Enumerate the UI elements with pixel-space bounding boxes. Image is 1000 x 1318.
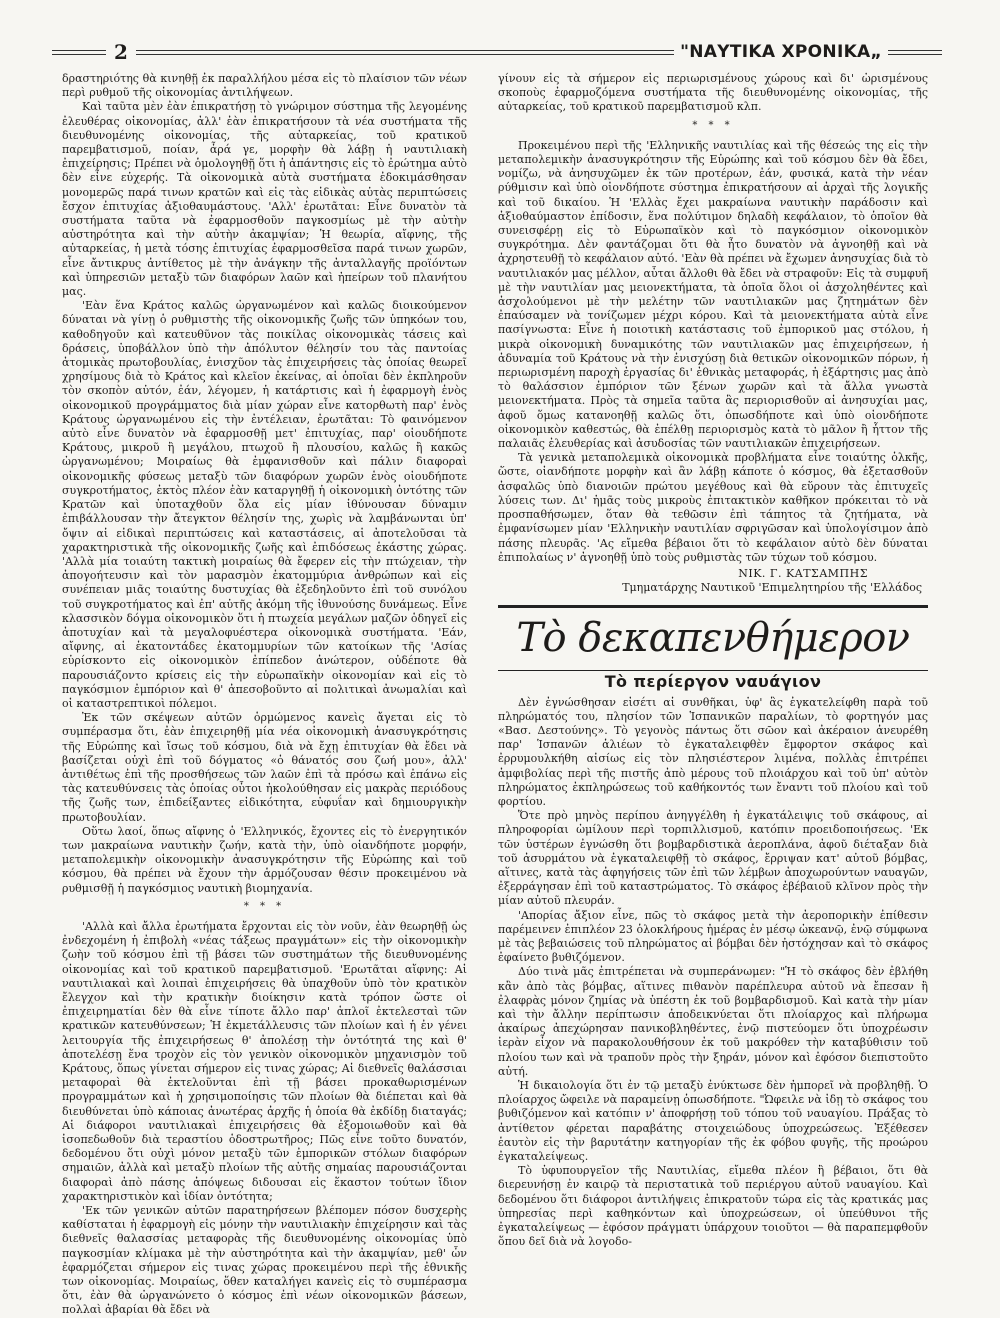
page-number: 2 — [114, 40, 128, 64]
paragraph: γίνουν εἰς τὰ σήμερον εἰς περιωρισμένους χώρους καὶ δι' ὡρισμένους σκοποὺς ἐφαρμοζόμενα συστήματα τῆς διευθυνομένης οἰκονομίας, τῆς αὐταρκείας, τοῦ κρατικοῦ παρεμβατισμοῦ κλπ. — [498, 72, 928, 114]
section-separator: * * * — [243, 900, 286, 912]
paragraph: 'Εὰν ἕνα Κράτος καλῶς ὠργανωμένον καὶ καλῶς διοικούμενον δύναται νὰ γίνῃ ὁ ρυθμιστὴς τῆς οἰκονομικῆς ζωῆς τῶν ὑπηκόων του, καθοδηγοῦν καὶ κατευθῦνον τὰς ποικίλας οἰκονομικὰς τάσεις καὶ δράσεις, ὑποβάλλον ὑπὸ τὴν ἀπόλυτον θέλησίν του τὰς παντοίας ἀτομικὰς πρωτοβουλίας, ἐνισχῦον τὰς ἐπιχειρήσεις τὰς ὁποίας θεωρεῖ χρησίμους διὰ τὸ Κράτος καὶ κλεῖον ἐκείνας, αἱ ὁποῖαι δὲν ἐκπληροῦν τὸν σκοπὸν αὐτόν, ἐάν, λέγομεν, ἡ κατάρτισις καὶ ἡ ἐφαρμογὴ ἑνὸς οἰκονομικοῦ προγράμματος διὰ μίαν χώραν εἶνε κατορθωτὴ παρ' ἑνὸς Κράτους ὠργανωμένου εἰς τὴν ἐντέλειαν, ἐρωτᾶται: Τὸ φαινόμενον αὐτὸ εἶνε δυνατὸν νὰ ἐφαρμοσθῇ μετ' ἐπιτυχίας, παρ' οἱουδήποτε Κράτους, μικροῦ ἢ μεγάλου, πτωχοῦ ἢ πλουσίου, καλῶς ἢ κακῶς ὠργανωμένου; Μοιραίως θὰ ἐμφανισθοῦν καὶ πάλιν διαφοραὶ οἰκονομικῆς φύσεως μεταξὺ τῶν διαφόρων χωρῶν ἑνὸς οἱουδήποτε συγκροτήματος, ἐκτὸς πλέον ἐὰν καταργηθῇ ἡ οἰκονομικὴ ὀντότης τῶν Κρατῶν καὶ ὑποταχθοῦν ὅλα εἰς μίαν ἰθύνουσαν δύναμιν ἐπιβάλλουσαν τὴν ἄτεγκτον θέλησίν της, χωρὶς νὰ λαμβάνωνται ὑπ' ὄψιν αἱ εἰδικαὶ περιπτώσεις καὶ καταστάσεις, αἱ ἀποτελοῦσαι τὰ χαρακτηριστικὰ τῆς οἰκονομικῆς ζωῆς καὶ ἐπιδόσεως ἑκάστης χώρας. 'Αλλὰ μία τοιαύτη τακτικὴ μοιραίως θὰ ἔφερεν εἰς τὴν πτώχειαν, τὴν ἀπογοήτευσιν καὶ τὸν μαρασμὸν ἑκατομμύρια ἀνθρώπων καὶ εἰς συνέπειαν μιᾶς τοιαύτης δυστυχίας θὰ ἐξεδηλοῦντο ἐπὶ τοῦ συνόλου τοῦ συγκροτήματος καὶ ἐπ' αὐτῆς ἀκόμη τῆς ἰθυνούσης δυνάμεως. Εἶνε κλασσικὸν δόγμα οἰκονομικὸν ὅτι ἡ πτωχεία μεγάλων μαζῶν ὁδηγεῖ εἰς ἀποτυχίαν καὶ τὰ μεγαλοφυέστερα οἰκονομικὰ συστήματα. 'Εάν, αἴφνης, αἱ ἑκατοντάδες ἑκατομμυρίων τῶν κατοίκων τῆς 'Ασίας εὑρίσκοντο εἰς οἰκονομικὸν ἐπίπεδον ἀνώτερον, οὐδέποτε θὰ παρουσιάζοντο κρίσεις εἰς τὴν εὐρωπαϊκὴν οἰκονομίαν καὶ εἰς τὸ παγκόσμιον ἐμπόριον καὶ θ' ἀπεσοβοῦντο αἱ πολιτικαὶ ἀνωμαλίαι καὶ οἱ καταστρεπτικοὶ πόλεμοι. — [62, 299, 467, 710]
paragraph: 'Απορίας ἄξιον εἶνε, πῶς τὸ σκάφος μετὰ τὴν ἀεροπορικὴν ἐπίθεσιν παρέμεινεν ἐπιπλέον 23 ὁλοκλήρους ἡμέρας ἐν μέσῳ ὠκεανῷ, ἐνῷ σύμφωνα μὲ τὰς βεβαιώσεις τοῦ πληρώματος αἱ βόμβαι δὲν ἠστόχησαν καὶ τὸ σκάφος ἐφαίνετο βυθιζόμενον. — [498, 908, 928, 965]
paragraph: Οὕτω λαοί, ὅπως αἴφνης ὁ 'Ελληνικός, ἔχοντες εἰς τὸ ἐνεργητικόν των μακραίωνα ναυτικὴν ζωήν, κατὰ τὴν, ὑπὸ οἱανδήποτε μορφήν, μεταπολεμικὴν οἰκονομικὴν ἀνασυγκρότησιν τῆς Εὐρώπης καὶ τοῦ κόσμου, θὰ πρέπει νὰ ἔχουν τὴν ἁρμόζουσαν θέσιν προκειμένου νὰ ρυθμισθῇ ἡ παγκόσμιος ναυτικὴ βιομηχανία. — [62, 824, 467, 895]
page-header — [52, 40, 942, 64]
author-signature — [498, 567, 928, 595]
feature-title: Τὸ δεκαπενθήμερον — [516, 615, 910, 662]
paragraph: Τὰ γενικὰ μεταπολεμικὰ οἰκονομικὰ προβλήματα εἶνε τοιαύτης ὁλκῆς, ὥστε, οἱανδήποτε μορφὴν καὶ ἂν λάβῃ κάποτε ὁ κόσμος, θὰ ἐξετασθοῦν ἀσφαλῶς ὑπὸ διανοιῶν πρώτου μεγέθους καὶ θὰ εὕρουν τὰς ἐπιτυχεῖς λύσεις των. Δι' ἡμᾶς τοὺς μικροὺς ἐπιτακτικὸν καθῆκον πρόκειται τὸ νὰ προσπαθήσωμεν, ὅταν θὰ τεθῶσιν ἐπὶ τάπητος τὰ ζητήματα, νὰ ἐμφανίσωμεν μίαν 'Ελληνικὴν ναυτιλίαν σφριγῶσαν καὶ ὑπολογίσιμον ἀπὸ πάσης πλευρᾶς. 'Ας εἴμεθα βέβαιοι ὅτι τὸ κεφάλαιον αὐτὸ δὲν δύναται ἐπιπολαίως ν' ἀγνοηθῇ ὑπὸ τοὺς ρυθμιστὰς τῶν τύχων τοῦ κόσμου. — [498, 451, 928, 564]
paragraph: Ἐκ τῶν σκέψεων αὐτῶν ὁρμώμενος κανεὶς ἄγεται εἰς τὸ συμπέρασμα ὅτι, ἐὰν ἐπιχειρηθῇ μία νέα οἰκονομικὴ ἀνασυγκρότησις τῆς Εὐρώπης καὶ ἴσως τοῦ κόσμου, διὰ νὰ ἔχῃ ἐπιτυχίαν θὰ ἔδει νὰ βασίζεται οὐχὶ ἐπὶ τοῦ δόγματος «ὁ θάνατός σου ζωή μου», ἀλλ' ἀντιθέτως ἐπὶ τῆς προσθήσεως τῶν λαῶν ἐπὶ τὰ πρόσω καὶ ἐπάνω εἰς τὰς κατευθύνσεις τὰς ὁποίας οὗτοι ἠκολούθησαν εἰς μακρὰς περιόδους τῆς ζωῆς των, ἐπιδείξαντες εἰδικότητα, εὐφυΐαν καὶ δημιουργικὴν πρωτοβουλίαν. — [62, 711, 467, 824]
author-name: ΝΙΚ. Γ. ΚΑΤΣΑΜΠΗΣ — [738, 566, 868, 580]
paragraph: Προκειμένου περὶ τῆς 'Ελληνικῆς ναυτιλίας καὶ τῆς θέσεώς της εἰς τὴν μεταπολεμικὴν ἀνασυγκρότησιν τῆς Εὐρώπης καὶ τοῦ κόσμου δὲν θὰ ἔδει, νομίζω, νὰ ἀνησυχῶμεν ἐκ τῶν προτέρων, ἐάν, φυσικά, κατὰ τὴν νέαν ρύθμισιν καὶ ὑπὸ οἱονδήποτε σύστημα ἐπικρατήσουν αἱ ἀρχαὶ τῆς λογικῆς καὶ τοῦ δικαίου. Ἡ 'Ελλὰς ἔχει μακραίωνα ναυτικὴν παράδοσιν καὶ ἀξιοθαύμαστον ἐπίδοσιν, ἕνα πολύτιμον δηλαδὴ κεφάλαιον, τὸ ὁποῖον θὰ συνεισφέρῃ εἰς τὸ Εὐρωπαϊκὸν καὶ τὸ παγκόσμιον οἰκονομικὸν συγκρότημα. Δὲν φαντάζομαι ὅτι θὰ ἦτο δυνατὸν νὰ ἀγνοηθῇ καὶ νὰ ἀχρηστευθῇ τὸ κεφάλαιον αὐτό. 'Εὰν θὰ πρέπει νὰ ἔχωμεν ἀνησυχίας διὰ τὸ ναυτιλιακόν μας μέλλον, αὗται ἄλλοθι θὰ ἔδει νὰ στραφοῦν: Εἰς τὰ συμφυῆ μὲ τὴν ναυτιλίαν μας μειονεκτήματα, τὰ ὁποῖα ὅλοι οἱ ἀσχοληθέντες καὶ ἀσχολούμενοι μὲ τὴν μελέτην τῶν ναυτιλιακῶν μας ζητημάτων δὲν ἐπαύσαμεν νὰ τονίζωμεν μέχρι κόρου. Καὶ τὰ μειονεκτήματα αὐτὰ εἶνε πασίγνωστα: Εἶνε ἡ ποιοτικὴ κατάστασις τοῦ ἐμπορικοῦ μας στόλου, ἡ μικρὰ οἰκονομικὴ δυναμικότης τῶν ναυτιλιακῶν μας ἐπιχειρήσεων, ἡ ἀδυναμία τοῦ Κράτους νὰ τὴν ἐνισχύσῃ διὰ θετικῶν οἰκονομικῶν πόρων, ἡ περιωρισμένη παροχὴ ἐργασίας δι' ἐθνικὰς μεταφοράς, ἡ ἐξάρτησις μας ἀπὸ τὸ θαλάσσιον ἐμπόριον τῶν ξένων χωρῶν καὶ τὰ ἄλλα γνωστὰ μειονεκτήματα. Πρὸς τὰ σημεῖα ταῦτα ἃς περιορισθοῦν αἱ ἀνησυχίαι μας, ἀφοῦ ὅμως κατανοηθῇ καλῶς ὅτι, ὁπωσδήποτε καὶ ὑπὸ οἱονδήποτε οἰκονομικὸν καθεστώς, θὰ ἐπέλθῃ περιορισμὸς κατὰ τὸ μᾶλον ἢ ἧττον τῆς παλαιᾶς ἐλευθερίας καὶ ἀσυδοσίας τῶν ναυτιλιακῶν ἐπιχειρήσεων. — [498, 138, 928, 451]
publication-title: "ΝΑΥΤΙΚΑ ΧΡΟΝΙΚΑ„ — [680, 42, 882, 62]
paragraph: Τὸ ὑφυπουργεῖον τῆς Ναυτιλίας, εἴμεθα πλέον ἢ βέβαιοι, ὅτι θὰ διερευνήσῃ ἐν καιρῷ τὰ περιστατικὰ τοῦ περιέργου αὐτοῦ ναυαγίου. Καὶ δεδομένου ὅτι διάφοροι ἀντιλήψεις ἐπικρατοῦν τώρα εἰς τὰς κρατικάς μας ὑπηρεσίας περὶ καθηκόντων καὶ ὑποχρεώσεων, οἱ ὑπεύθυνοι τῆς ἐγκαταλείψεως — ἐφόσον πράγματι ὑπάρχουν τοιοῦτοι — θὰ παραπεμφθοῦν ὅπου δεῖ διὰ νὰ λογοδο- — [498, 1164, 928, 1249]
section-separator: * * * — [692, 119, 734, 131]
title-rule — [498, 670, 928, 671]
paragraph: Ἡ δικαιολογία ὅτι ἐν τῷ μεταξὺ ἐνύκτωσε δὲν ἠμπορεῖ νὰ προβληθῇ. Ὁ πλοίαρχος ὤφειλε νὰ παραμείνῃ ὁπωσδήποτε. "Ὠφειλε νὰ ἰδῃ τὸ σκάφος του βυθιζόμενον καὶ κατόπιν ν' ἀποφρήσῃ τοῦ τόπου τοῦ ναυαγίου. Πράξας τὸ ἀντίθετον φέρεται παραβάτης στοιχειώδους ὑποχρεώσεως. Ἐξέθεσεν ἑαυτὸν εἰς τὴν βαρυτάτην κατηγορίαν τῆς ἐκ φόβου φυγῆς, τῆς προώρου ἐγκαταλείψεως. — [498, 1079, 928, 1164]
paragraph: Δὲν ἐγνώσθησαν εἰσέτι αἱ συνθῆκαι, ὑφ' ἃς ἐγκατελείφθη παρὰ τοῦ πληρώματός του, πλησίον τῶν Ἱσπανικῶν παραλίων, τὸ φορτηγόν μας «Βασ. Δεστούνης». Τὸ γεγονὸς πάντως ὅτι σῶον καὶ ἀκέραιον ἀνευρέθη παρ' Ἱσπανῶν ἁλιέων τὸ ἐγκαταλειφθὲν ἔμφορτον σκάφος καὶ ἐρρυμουλκήθη αἰσίως εἰς τὸν πλησιέστερον λιμένα, πολλὰς ἐπιτρέπει ἀμφιβολίας περὶ τῆς πιστῆς ἀπὸ μέρους τοῦ πλοιάρχου καὶ τοῦ ὑπ' αὐτὸν πληρώματος ἐκπληρώσεως τοῦ καθήκοντός των ἔναντι τοῦ πλοίου καὶ τοῦ φορτίου. — [498, 695, 928, 808]
left-column — [62, 72, 467, 1317]
feature-heading — [498, 605, 928, 692]
paragraph: Ὅτε πρὸ μηνὸς περίπου ἀνηγγέλθη ἡ ἐγκατάλειψις τοῦ σκάφους, αἱ πληροφορίαι ὡμίλουν περὶ τορπιλλισμοῦ, κατόπιν προειδοποιήσεως. 'Εκ τῶν ὑστέρων ἐγνώσθη ὅτι βομβαρδιστικὰ ἀεροπλάνα, ἀφοῦ διέταξαν διὰ τοῦ ἀσυρμάτου νὰ ἐγκαταλειφθῇ τὸ σκάφος, ἔρριψαν κατ' αὐτοῦ βόμβας, αἵτινες, κατὰ τὰς ἀφηγήσεις τῶν ἐπὶ τῶν λέμβων ἀποχωρούντων ναυαγῶν, ἐξερράγησαν ἐπὶ τοῦ καταστρώματος. Τὸ σκάφος ἐβέβαιοῦ κλῖνον πρὸς τὴν μίαν αὐτοῦ πλευράν. — [498, 809, 928, 908]
paragraph: δραστηριότης θὰ κινηθῇ ἐκ παραλλήλου μέσα εἰς τὸ πλαίσιον τῶν νέων περὶ ρυθμοῦ τῆς οἰκονομίας ἀντιλήψεων. — [62, 72, 467, 100]
header-rule-middle — [136, 50, 674, 55]
author-role: Τμηματάρχης Ναυτικοῦ 'Επιμελητηρίου τῆς 'Ελλάδος — [622, 581, 922, 595]
feature-subtitle: Τὸ περίεργον ναυάγιον — [604, 672, 822, 692]
paragraph: Καὶ ταῦτα μὲν ἐὰν ἐπικρατήσῃ τὸ γνώριμον σύστημα τῆς λεγομένης ἐλευθέρας οἰκονομίας, ἀλλ' ἐὰν ἐπικρατήσουν τὰ νέα συστήματα τῆς διευθυνομένης οἰκονομίας, τῆς αὐταρκείας, τοῦ κρατικοῦ παρεμβατισμοῦ, ποίαν, ἆρά γε, μορφὴν θὰ λάβῃ ἡ ναυτιλιακὴ ἐπιχείρησις; Πρέπει νὰ ὁμολογηθῇ ὅτι ἡ ἀπάντησις εἰς τὸ ἐρώτημα αὐτὸ δὲν εἶνε εὐχερής. Τὰ οἰκονομικὰ αὐτὰ συστήματα ἐδοκιμάσθησαν μονομερῶς παρά τινων κρατῶν καὶ εἰς τὰς εἰδικὰς αὐτὰς περιπτώσεις ἔσχον ἐπιτυχίας ἀξιοθαυμάστους. 'Αλλ' ἐρωτᾶται: Εἶνε δυνατὸν τὰ συστήματα ταῦτα νὰ ἐφαρμοσθοῦν παγκοσμίως μὲ τὴν αὐτὴν αὐστηρότητα καὶ τὴν αὐτὴν ἀκαμψίαν; Ἡ θεωρία, αἴφνης, τῆς αὐταρκείας, ἡ μετὰ τόσης ἐπιτυχίας ἐφαρμοσθεῖσα παρά τινων χωρῶν, εἶνε ἄντικρυς ἀντίθετος μὲ τὴν ἀνάγκην τῆς ἀνταλλαγῆς προϊόντων καὶ ὑπηρεσιῶν μεταξὺ τῶν διαφόρων λαῶν καὶ ἠπείρων τοῦ πλανήτου μας. — [62, 100, 467, 299]
paragraph: 'Εκ τῶν γενικῶν αὐτῶν παρατηρήσεων βλέπομεν πόσον δυσχερὴς καθίσταται ἡ ἐφαρμογὴ εἰς μόνην τὴν ναυτιλιακὴν ἐπιχείρησιν καὶ τὰς διεθνεῖς θαλασσίας μεταφορὰς τῆς διευθυνομένης οἰκονομίας ὑπὸ παγκοσμίαν κλίμακα μὲ τὴν αὐστηρότητα καὶ τὴν ἀκαμψίαν, μεθ' ὧν ἐφαρμόζεται σήμερον εἰς τινας χώρας προκειμένου περὶ τῆς ἐθνικῆς των οἰκονομίας. Μοιραίως, ὅθεν καταλήγει κανεὶς εἰς τὸ συμπέρασμα ὅτι, ἐὰν θὰ ὠργανώνετο ὁ κόσμος ἐπὶ νέων οἰκονομικῶν βάσεων, πολλαὶ ἀβαρίαι θὰ ἔδει νὰ — [62, 1204, 467, 1317]
right-column — [498, 72, 928, 1267]
paragraph: 'Αλλὰ καὶ ἄλλα ἐρωτήματα ἔρχονται εἰς τὸν νοῦν, ἐὰν θεωρηθῇ ὡς ἐνδεχομένη ἡ ἐπιβολὴ «νέας τάξεως πραγμάτων» εἰς τὴν οἰκονομικὴν ζωὴν τοῦ κόσμου ἐπὶ τῇ βάσει τῶν συστημάτων τῆς διευθυνομένης οἰκονομίας καὶ τοῦ κρατικοῦ παρεμβατισμοῦ. 'Ερωτᾶται αἴφνης: Αἱ ναυτιλιακαὶ καὶ λοιπαὶ ἐπιχειρήσεις θὰ ὑπαχθοῦν ὑπὸ τὸν κρατικὸν ἔλεγχον καὶ τὴν κρατικὴν διοίκησιν κατὰ τρόπον ὥστε οἱ ἐπιχειρηματίαι δὲν θὰ εἶνε τίποτε ἄλλο παρ' ἁπλοῖ ἐκτελεσταὶ τῶν κρατικῶν κατευθύνσεων; Ἡ ἐκμετάλλευσις τῶν πλοίων καὶ ἡ ἐν γένει λειτουργία τῆς ἐπιχειρήσεως θ' ἀπολέσῃ τὴν ὀντότητά της καὶ θ' ἀποτελέσῃ ἕνα τροχὸν εἰς τὸν γενικὸν οἰκονομικὸν μηχανισμὸν τοῦ Κράτους, ὅπως γίνεται σήμερον εἰς τινας χώρας; Αἱ διεθνεῖς θαλάσσιαι μεταφοραὶ θὰ ἐκτελοῦνται ἐπὶ τῇ βάσει προκαθωρισμένων προγραμμάτων καὶ ἡ χρησιμοποίησις τῶν πλοίων θὰ διέπεται καὶ θὰ διευθύνεται ὑπὸ κάποιας ἀνωτέρας ἀρχῆς ἡ ὁποία θὰ ἐκδίδῃ διαταγάς; Αἱ διάφοροι ναυτιλιακαὶ ἐπιχειρήσεις θὰ ἐξομοιωθοῦν καὶ θὰ ἰσοπεδωθοῦν διὰ τεραστίου ὁδοστρωτῆρος; Πῶς εἶνε τοῦτο δυνατόν, δεδομένου ὅτι οὐχὶ μόνον μεταξὺ τῶν ἐμπορικῶν στόλων διαφόρων σημαιῶν, ἀλλὰ καὶ μεταξὺ πλοίων τῆς αὐτῆς σημαίας παρουσιάζονται διαφοραὶ ἀπὸ πάσης ἀπόψεως διδουσαι εἰς ἕκαστον τούτων ἴδιον χαρακτηριστικὸν καὶ ἰδίαν ὀντότητα; — [62, 919, 467, 1203]
header-rule-right — [888, 50, 942, 55]
paragraph: Δύο τινὰ μᾶς ἐπιτρέπεται νὰ συμπεράνωμεν: "Ἡ τὸ σκάφος δὲν ἐβλήθη κἂν ἀπὸ τὰς βόμβας, αἵτινες πιθανὸν παρέπλευρα αὐτοῦ νὰ ἔπεσαν ἢ ἐλαφρὰς μόνον ζημίας νὰ ὑπέστη ἐκ τοῦ βομβαρδισμοῦ. Καὶ κατὰ τὴν μίαν καὶ τὴν ἄλλην περίπτωσιν ἀποδεικνύεται ὅτι πλοίαρχος καὶ πλήρωμα ἀκαίρως ἀπεχώρησαν πανικοβληθέντες, ἐνῷ πιστεύομεν ὅτι ὑποχρέωσιν ἱερὰν εἶχον νὰ παρακολουθήσουν ἐκ τοῦ μακρόθεν τὴν καταβύθισιν τοῦ πλοίου των καὶ νὰ τραποῦν πρὸς τὴν ξηράν, μόνον καὶ ἐφόσον διεπιστοῦτο αὐτή. — [498, 965, 928, 1078]
header-rule-left — [52, 50, 106, 55]
